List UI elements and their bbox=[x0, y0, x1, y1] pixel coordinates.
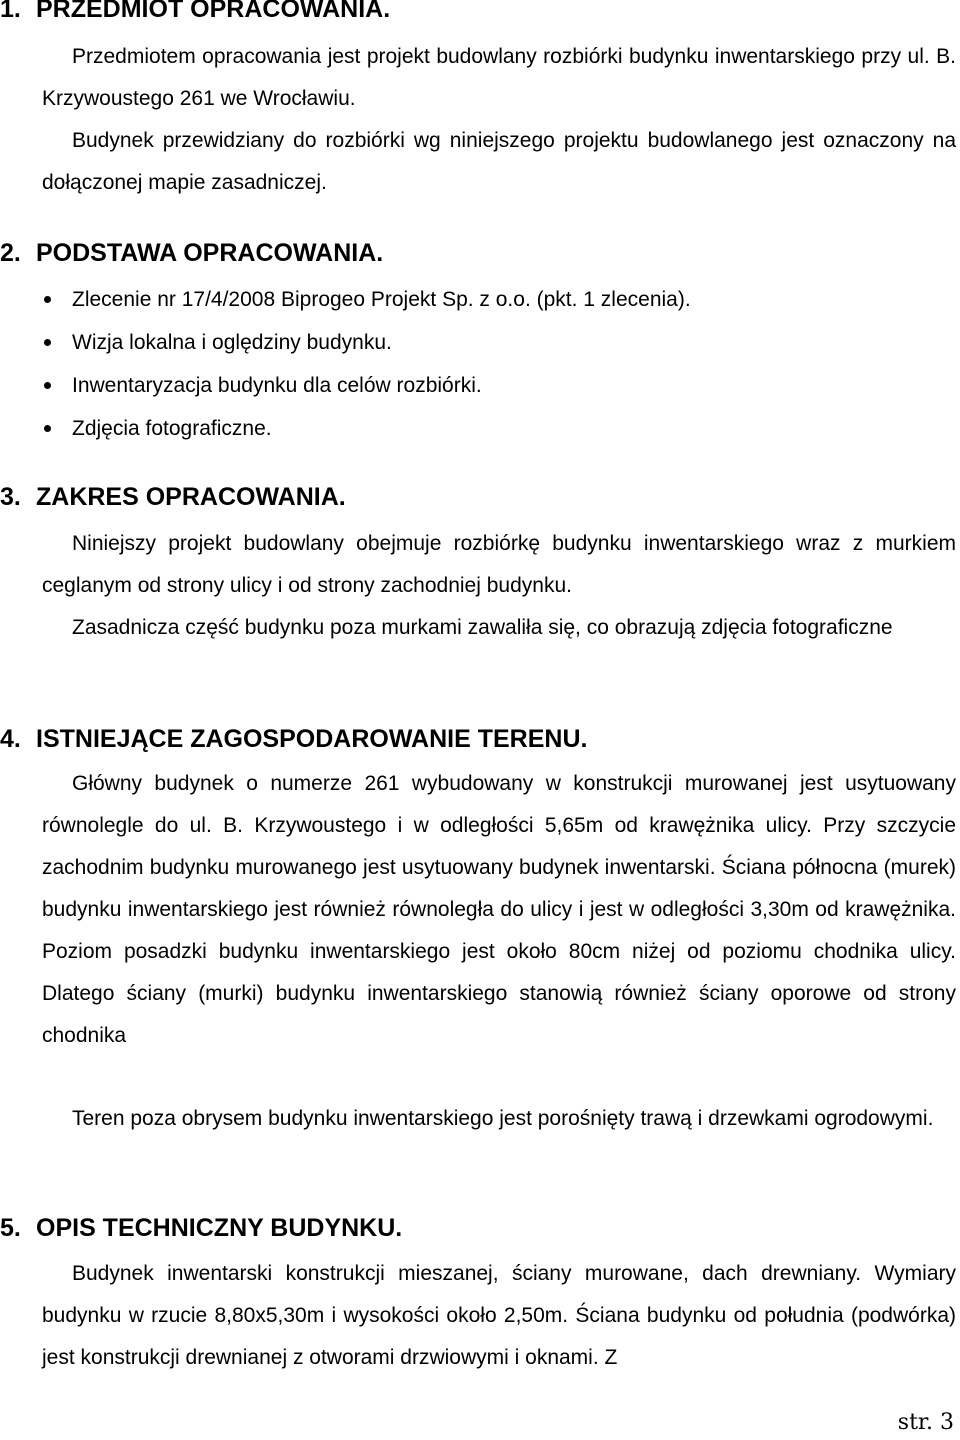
bullet-text: Inwentaryzacja budynku dla celów rozbiórki. bbox=[72, 374, 482, 397]
section-1-paragraph-1: Przedmiotem opracowania jest projekt budowlany rozbiórki budynku inwentarskiego przy ul. B. Krzywoustego 261 we Wrocławiu. bbox=[42, 45, 956, 110]
section-1-heading bbox=[0, 0, 390, 24]
section-2-number: 2. bbox=[0, 239, 21, 267]
bullet-text: Zdjęcia fotograficzne. bbox=[72, 417, 272, 440]
section-4-heading bbox=[0, 724, 587, 754]
section-5-paragraph-1: Budynek inwentarski konstrukcji mieszanej, ściany murowane, dach drewniany. Wymiary budynku w rzucie 8,80x5,30m i wysokości około 2,50m. Ściana budynku od południa (podwórka) jest konstrukcji drewnianej z otworami drzwiowymi i oknami. Z bbox=[42, 1262, 956, 1369]
bullet-icon bbox=[44, 339, 51, 346]
section-4-paragraph-2: Teren poza obrysem budynku inwentarskiego jest porośnięty trawą i drzewkami ogrodowymi. bbox=[72, 1107, 934, 1130]
section-1-title: PRZEDMIOT OPRACOWANIA. bbox=[36, 0, 391, 23]
section-5-number: 5. bbox=[0, 1214, 21, 1242]
bullet-item bbox=[0, 278, 691, 321]
section-1-number: 1. bbox=[0, 0, 21, 23]
section-5-title: OPIS TECHNICZNY BUDYNKU. bbox=[36, 1214, 403, 1242]
bullet-text: Zlecenie nr 17/4/2008 Biprogeo Projekt Sp. z o.o. (pkt. 1 zlecenia). bbox=[72, 288, 691, 311]
bullet-icon bbox=[44, 382, 51, 389]
section-4-number: 4. bbox=[0, 725, 21, 753]
bullet-icon bbox=[44, 425, 51, 432]
section-3-paragraph-1: Niniejszy projekt budowlany obejmuje rozbiórkę budynku inwentarskiego wraz z murkiem ceglanym od strony ulicy i od strony zachodniej budynku. bbox=[42, 532, 956, 597]
page-number: str. 3 bbox=[897, 1410, 954, 1435]
bullet-item bbox=[0, 321, 691, 364]
section-4-paragraph-1: Główny budynek o numerze 261 wybudowany w konstrukcji murowanej jest usytuowany równolegle do ul. B. Krzywoustego i w odległości 5,65m od krawężnika ulicy. Przy szczycie zachodnim budynku murowanego jest usytuowany budynek inwentarski. Ściana północna (murek) budynku inwentarskiego jest również równoległa do ulicy i jest w odległości 3,30m od krawężnika. Poziom posadzki budynku inwentarskiego jest około 80cm niżej od poziomu chodnika ulicy. Dlatego ściany (murki) budynku inwentarskiego stanowią również ściany oporowe od strony chodnika bbox=[42, 772, 956, 1047]
section-3-number: 3. bbox=[0, 483, 21, 511]
section-4-title: ISTNIEJĄCE ZAGOSPODAROWANIE TERENU. bbox=[36, 725, 588, 753]
section-3-heading bbox=[0, 482, 346, 512]
bullet-icon bbox=[44, 296, 51, 303]
bullet-text: Wizja lokalna i oględziny budynku. bbox=[72, 331, 392, 354]
bullet-item bbox=[0, 364, 691, 407]
section-3-title: ZAKRES OPRACOWANIA. bbox=[36, 483, 346, 511]
section-5-heading bbox=[0, 1213, 402, 1243]
section-3-paragraph-2: Zasadnicza część budynku poza murkami zawaliła się, co obrazują zdjęcia fotograficzne bbox=[72, 616, 893, 639]
section-2-bullet-list bbox=[0, 278, 691, 450]
section-1-paragraph-2: Budynek przewidziany do rozbiórki wg niniejszego projektu budowlanego jest oznaczony na dołączonej mapie zasadniczej. bbox=[42, 129, 956, 194]
bullet-item bbox=[0, 407, 691, 450]
section-2-title: PODSTAWA OPRACOWANIA. bbox=[36, 239, 384, 267]
section-2-heading bbox=[0, 238, 383, 268]
